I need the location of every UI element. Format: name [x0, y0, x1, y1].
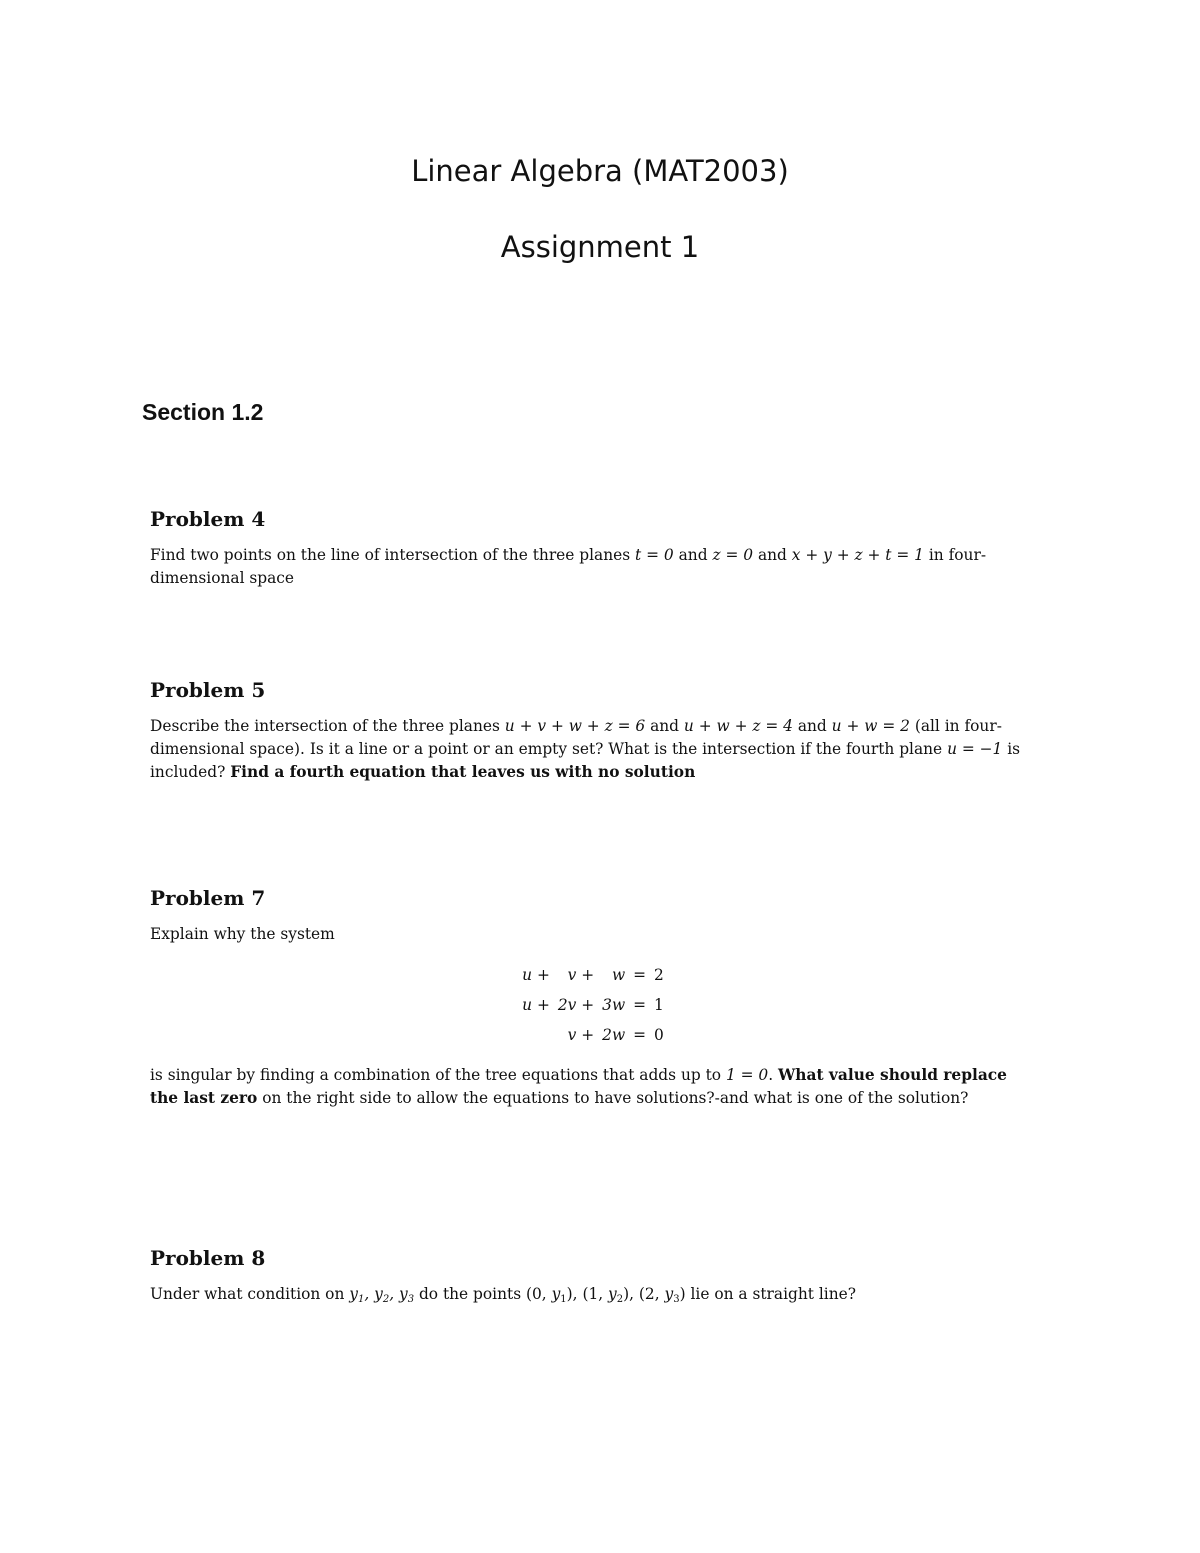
- problem-4-text-part: Find two points on the line of intersection of the three planes: [150, 546, 636, 564]
- equation-term: 2w: [602, 1026, 626, 1044]
- problem-8: [150, 1246, 1030, 1306]
- problem-7-text-part: on the right side to allow the equations to have solutions?-and what is one of the solution?: [257, 1089, 969, 1107]
- problem-7: [150, 886, 1030, 1110]
- problem-8-text: [150, 1283, 1030, 1306]
- problem-5: [150, 678, 1030, 784]
- equation-equals: =: [633, 966, 647, 984]
- problem-5-heading: Problem 5: [150, 678, 266, 702]
- problem-5-text-part: is included?: [150, 740, 1021, 781]
- problem-5-equation: u + w = 2: [831, 717, 910, 735]
- problem-5-text: [150, 715, 1030, 784]
- problem-5-equation: u + w + z = 4: [683, 717, 793, 735]
- equation-term: u +: [522, 966, 550, 984]
- equation-row-2: [518, 990, 668, 1020]
- problem-4-text: [150, 544, 1030, 590]
- equation-term: w: [611, 966, 626, 984]
- problem-5-bold-text: Find a fourth equation that leaves us with no solution: [230, 763, 696, 781]
- problem-7-intro: Explain why the system: [150, 925, 335, 943]
- problem-4: [150, 507, 1030, 590]
- equation-term: u +: [522, 996, 550, 1014]
- problem-7-text-part: is singular by finding a combination of the tree equations that adds up to: [150, 1066, 726, 1084]
- problem-5-text-part: and: [792, 717, 832, 735]
- problem-8-text-part: Under what condition on: [150, 1285, 350, 1303]
- problem-4-text-part: and: [673, 546, 713, 564]
- equation-system: [150, 960, 1030, 1050]
- problem-7-text: [150, 1064, 1030, 1110]
- equation-term: [518, 1020, 554, 1050]
- problem-4-equation: z = 0: [712, 546, 754, 564]
- problem-8-text-part: do the points: [414, 1285, 526, 1303]
- problem-8-text-part: lie on a straight line?: [685, 1285, 856, 1303]
- equation-row-1: [518, 960, 668, 990]
- problem-7-text-part: .: [768, 1066, 779, 1084]
- equation-equals: =: [633, 996, 647, 1014]
- equation-row-3: [518, 1020, 668, 1050]
- section-heading: Section 1.2: [142, 399, 264, 425]
- problem-5-equation: u = −1: [947, 740, 1003, 758]
- problem-4-equation: x + y + z + t = 1: [791, 546, 924, 564]
- equation-term: v +: [567, 966, 595, 984]
- equation-rhs: 1: [654, 996, 664, 1014]
- equation-rhs: 2: [654, 966, 664, 984]
- equation-term: 2v +: [557, 996, 595, 1014]
- problem-4-heading: Problem 4: [150, 507, 266, 531]
- document-title: Linear Algebra (MAT2003): [411, 154, 789, 188]
- equation-term: v +: [567, 1026, 595, 1044]
- problem-7-bold-text: What value should replace the last zero: [150, 1066, 1007, 1107]
- problem-5-text-part: Describe the intersection of the three planes: [150, 717, 505, 735]
- equation-equals: =: [633, 1026, 647, 1044]
- problem-7-heading: Problem 7: [150, 886, 266, 910]
- equation-system-table: [518, 960, 668, 1050]
- document-subtitle: Assignment 1: [500, 230, 700, 264]
- problem-8-points: (0, $y_1$), (1, $y_2$), (2, $y_3$): [526, 1285, 686, 1305]
- problem-4-text-part: and: [753, 546, 792, 564]
- problem-8-heading: Problem 8: [150, 1246, 266, 1270]
- problem-4-equation: t = 0: [635, 546, 674, 564]
- problem-8-variables: $y_1$, $y_2$, $y_3$: [349, 1285, 415, 1305]
- problem-5-text-part: and: [645, 717, 684, 735]
- problem-5-text-part: (all in four-dimensional space). Is it a line or a point or an empty set? What is the intersection if the fourth plane: [150, 717, 1002, 758]
- problem-4-text-part: in four-dimensional space: [150, 546, 987, 587]
- problem-7-equation: 1 = 0: [725, 1066, 769, 1084]
- equation-term: 3w: [602, 996, 626, 1014]
- equation-rhs: 0: [654, 1026, 664, 1044]
- problem-5-equation: u + v + w + z = 6: [504, 717, 646, 735]
